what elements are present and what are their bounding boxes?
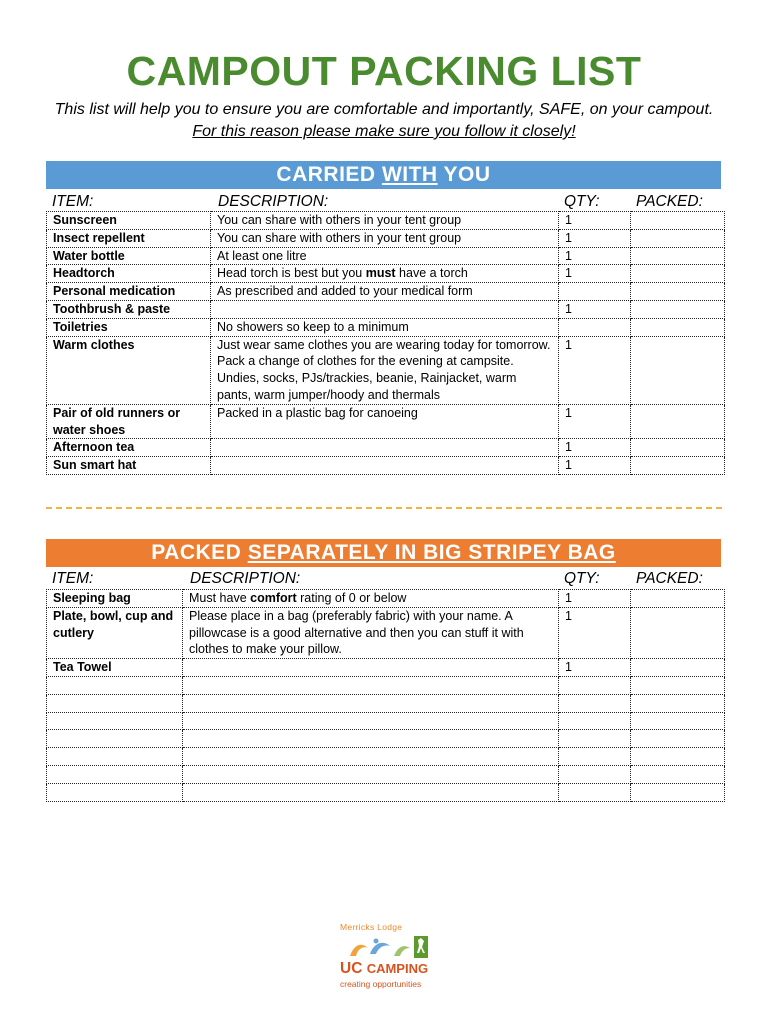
list-row	[47, 457, 725, 475]
description-cell: Please place in a bag (preferably fabric) with your name. A pillowcase is a good alternative and then you can stuff it with clothes to make your pillow.	[183, 607, 559, 658]
logo-lodge-text: Merricks Lodge	[340, 922, 403, 932]
packed-checkbox-cell[interactable]	[631, 439, 725, 457]
item-cell: Toiletries	[47, 318, 211, 336]
description-cell	[211, 300, 559, 318]
banner-underlined: WITH	[381, 163, 438, 186]
section-banner-carried	[46, 161, 721, 189]
packed-checkbox-cell[interactable]	[631, 457, 725, 475]
description-cell	[211, 265, 559, 283]
item-cell: Sleeping bag	[47, 590, 183, 608]
packed-checkbox-cell[interactable]	[631, 229, 725, 247]
banner-pre: CARRIED	[276, 163, 382, 186]
logo-uc-text	[340, 960, 428, 978]
packed-checkbox-cell[interactable]	[631, 283, 725, 301]
item-cell: Pair of old runners or water shoes	[47, 404, 211, 439]
description-text: rating of 0 or below	[296, 591, 407, 605]
description-cell	[211, 457, 559, 475]
qty-cell	[559, 694, 631, 712]
item-cell	[47, 676, 183, 694]
packed-checkbox-cell[interactable]	[631, 404, 725, 439]
item-cell	[47, 730, 183, 748]
blank-row	[47, 712, 725, 730]
item-cell: Personal medication	[47, 283, 211, 301]
logo-uc: UC	[340, 960, 363, 977]
packed-checkbox-cell[interactable]	[631, 694, 725, 712]
packed-checkbox-cell[interactable]	[631, 607, 725, 658]
column-headers-2	[46, 570, 724, 588]
packed-checkbox-cell[interactable]	[631, 318, 725, 336]
description-emphasis: comfort	[250, 591, 297, 605]
qty-cell: 1	[559, 607, 631, 658]
list-row	[47, 439, 725, 457]
page-title: CAMPOUT PACKING LIST	[126, 48, 642, 94]
logo-tagline: creating opportunities	[340, 979, 422, 989]
qty-cell: 1	[559, 457, 631, 475]
header-qty: QTY:	[564, 193, 600, 210]
list-row	[47, 212, 725, 230]
blank-row	[47, 694, 725, 712]
item-cell: Water bottle	[47, 247, 211, 265]
description-cell	[183, 783, 559, 801]
description-cell	[183, 676, 559, 694]
packed-checkbox-cell[interactable]	[631, 712, 725, 730]
packed-checkbox-cell[interactable]	[631, 247, 725, 265]
packed-checkbox-cell[interactable]	[631, 748, 725, 766]
column-headers-1	[46, 193, 724, 211]
section-banner-packed	[46, 539, 721, 567]
qty-cell	[559, 283, 631, 301]
qty-cell	[559, 318, 631, 336]
section-divider	[46, 507, 722, 509]
description-cell	[183, 730, 559, 748]
header-description: DESCRIPTION:	[218, 193, 329, 210]
qty-cell	[559, 676, 631, 694]
logo-figures-icon	[344, 932, 430, 960]
packed-separately-table	[46, 589, 725, 802]
banner-post: YOU	[437, 163, 491, 186]
packed-checkbox-cell[interactable]	[631, 265, 725, 283]
qty-cell: 1	[559, 659, 631, 677]
description-cell: Packed in a plastic bag for canoeing	[211, 404, 559, 439]
blank-row	[47, 730, 725, 748]
description-cell: Just wear same clothes you are wearing today for tomorrow. Pack a change of clothes for the evening at campsite. Undies, socks, PJs/trackies, beanie, Rainjacket, warm pants, warm jumper/hoody and thermals	[211, 336, 559, 404]
list-row	[47, 300, 725, 318]
qty-cell	[559, 765, 631, 783]
list-row	[47, 247, 725, 265]
list-row	[47, 229, 725, 247]
logo-camping: CAMPING	[366, 961, 429, 976]
blank-row	[47, 676, 725, 694]
header-qty: QTY:	[564, 570, 600, 587]
item-cell: Afternoon tea	[47, 439, 211, 457]
description-emphasis: must	[365, 266, 396, 281]
item-cell	[47, 748, 183, 766]
item-cell: Toothbrush & paste	[47, 300, 211, 318]
qty-cell: 1	[559, 300, 631, 318]
header-item: ITEM:	[52, 193, 94, 210]
blank-row	[47, 783, 725, 801]
intro-text	[46, 99, 722, 143]
qty-cell	[559, 748, 631, 766]
packed-checkbox-cell[interactable]	[631, 659, 725, 677]
item-cell: Plate, bowl, cup and cutlery	[47, 607, 183, 658]
qty-cell: 1	[559, 439, 631, 457]
item-cell	[47, 783, 183, 801]
qty-cell: 1	[559, 590, 631, 608]
list-row	[47, 590, 725, 608]
packed-checkbox-cell[interactable]	[631, 676, 725, 694]
item-cell	[47, 694, 183, 712]
packed-checkbox-cell[interactable]	[631, 212, 725, 230]
packed-checkbox-cell[interactable]	[631, 730, 725, 748]
list-row	[47, 659, 725, 677]
header-description: DESCRIPTION:	[190, 570, 301, 587]
description-text: have a torch	[395, 266, 468, 281]
description-cell	[183, 659, 559, 677]
description-cell: You can share with others in your tent group	[211, 229, 559, 247]
qty-cell: 1	[559, 212, 631, 230]
banner-pre: PACKED	[151, 541, 248, 564]
intro-emphasis: For this reason please make sure you follow it closely!	[192, 123, 576, 140]
item-cell: Sunscreen	[47, 212, 211, 230]
list-row	[47, 404, 725, 439]
blank-row	[47, 748, 725, 766]
packed-checkbox-cell[interactable]	[631, 765, 725, 783]
description-cell	[183, 712, 559, 730]
item-cell: Headtorch	[47, 265, 211, 283]
item-cell: Insect repellent	[47, 229, 211, 247]
item-cell: Tea Towel	[47, 659, 183, 677]
list-row	[47, 607, 725, 658]
item-cell: Warm clothes	[47, 336, 211, 404]
list-row	[47, 318, 725, 336]
header-packed: PACKED:	[636, 570, 703, 587]
description-cell: You can share with others in your tent group	[211, 212, 559, 230]
packed-checkbox-cell[interactable]	[631, 300, 725, 318]
list-row	[47, 265, 725, 283]
blank-row	[47, 765, 725, 783]
qty-cell: 1	[559, 336, 631, 404]
description-cell	[183, 590, 559, 608]
qty-cell	[559, 783, 631, 801]
description-cell: As prescribed and added to your medical form	[211, 283, 559, 301]
qty-cell	[559, 730, 631, 748]
description-text: Head torch is best but you	[217, 266, 366, 281]
qty-cell: 1	[559, 229, 631, 247]
description-cell	[211, 439, 559, 457]
banner-underlined: SEPARATELY IN BIG STRIPEY BAG	[247, 541, 616, 564]
list-row	[47, 336, 725, 404]
description-cell: No showers so keep to a minimum	[211, 318, 559, 336]
qty-cell: 1	[559, 265, 631, 283]
list-row	[47, 283, 725, 301]
packed-checkbox-cell[interactable]	[631, 590, 725, 608]
description-cell	[183, 694, 559, 712]
intro-main: This list will help you to ensure you are comfortable and importantly, SAFE, on your campout.	[54, 101, 714, 118]
header-item: ITEM:	[52, 570, 94, 587]
description-cell: At least one litre	[211, 247, 559, 265]
qty-cell	[559, 712, 631, 730]
packed-checkbox-cell[interactable]	[631, 783, 725, 801]
description-cell	[183, 765, 559, 783]
uc-camping-logo	[336, 922, 436, 990]
qty-cell: 1	[559, 247, 631, 265]
header-packed: PACKED:	[636, 193, 703, 210]
description-text: Must have	[189, 591, 251, 605]
item-cell	[47, 765, 183, 783]
item-cell: Sun smart hat	[47, 457, 211, 475]
packed-checkbox-cell[interactable]	[631, 336, 725, 404]
item-cell	[47, 712, 183, 730]
qty-cell: 1	[559, 404, 631, 439]
carried-table	[46, 211, 725, 475]
description-cell	[183, 748, 559, 766]
